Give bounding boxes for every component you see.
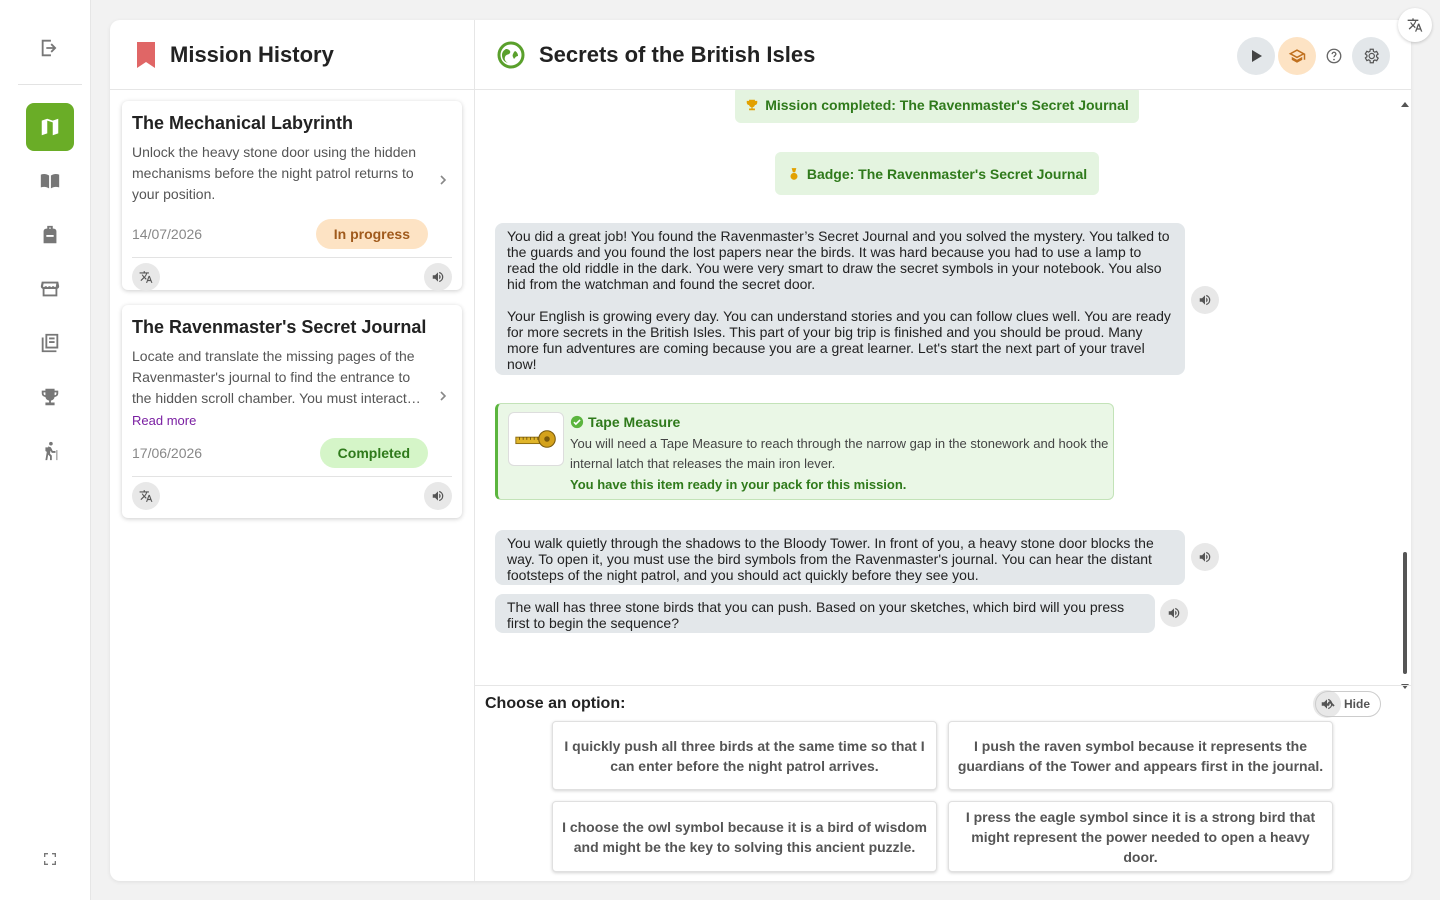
mission-history-panel bbox=[110, 20, 475, 881]
narration-text: You walk quietly through the shadows to the Bloody Tower. In front of you, a heavy stone door blocks the way. To open it, you must use the bird symbols from the Ravenmaster's journal. You can hear the distant footsteps of the night patrol, and you should act quickly before they see you. bbox=[507, 535, 1154, 583]
scrollbar-thumb[interactable] bbox=[1403, 552, 1407, 674]
hide-label: Hide bbox=[1343, 697, 1370, 711]
option-button[interactable]: I press the eagle symbol since it is a strong bird that might represent the power needed to open a heavy door. bbox=[948, 801, 1333, 872]
option-button[interactable]: I choose the owl symbol because it is a bird of wisdom and might be the key to solving this ancient puzzle. bbox=[552, 801, 937, 872]
option-button[interactable]: I quickly push all three birds at the same time so that I can enter before the night patrol arrives. bbox=[552, 721, 937, 790]
translate-icon bbox=[1407, 17, 1423, 33]
rail-item-library[interactable] bbox=[26, 319, 74, 367]
question-text: The wall has three stone birds that you can push. Based on your sketches, which bird will you press first to begin the sequence? bbox=[507, 599, 1125, 631]
badge-text: Badge: The Ravenmaster's Secret Journal bbox=[806, 165, 1088, 182]
speaker-icon bbox=[431, 489, 445, 503]
mission-history-header bbox=[110, 20, 474, 90]
help-icon bbox=[1325, 47, 1343, 65]
mission-card[interactable] bbox=[122, 305, 462, 518]
badge-banner bbox=[775, 152, 1099, 195]
rail-item-map[interactable] bbox=[26, 103, 74, 151]
trophy-icon bbox=[745, 98, 759, 112]
story-feed[interactable] bbox=[475, 90, 1411, 685]
gear-icon bbox=[1362, 47, 1380, 65]
tape-measure-icon bbox=[514, 428, 558, 450]
medal-icon bbox=[787, 167, 801, 181]
globe-icon bbox=[497, 41, 525, 69]
rail-item-store[interactable] bbox=[26, 265, 74, 313]
chevron-right-icon[interactable] bbox=[438, 172, 448, 182]
fullscreen-icon bbox=[42, 851, 58, 867]
feedback-paragraph: Your English is growing every day. You can understand stories and you can follow clues well. You are ready for more secrets in the British Isles. This part of your big trip is finished and you should be proud. Many more fun adventures are coming because you are a great learner. Let's start the next part of your travel now! bbox=[507, 308, 1171, 372]
main-panel bbox=[110, 20, 1411, 881]
mission-history-title: Mission History bbox=[170, 41, 334, 67]
mission-title: The Mechanical Labyrinth bbox=[132, 113, 354, 133]
rail-item-hiking[interactable] bbox=[26, 427, 74, 475]
scroll-down-arrow[interactable] bbox=[1401, 677, 1409, 683]
mission-description: Unlock the heavy stone door using the hidden mechanisms before the night patrol returns to your position. bbox=[132, 144, 417, 202]
play-icon bbox=[1247, 47, 1265, 65]
speaker-button[interactable] bbox=[1160, 599, 1188, 627]
logout-button[interactable] bbox=[26, 24, 74, 72]
graduation-cap-icon bbox=[1288, 47, 1306, 65]
mission-meta bbox=[132, 215, 452, 253]
rail-item-trophy[interactable] bbox=[26, 373, 74, 421]
speaker-icon bbox=[1167, 606, 1181, 620]
item-image bbox=[508, 412, 564, 466]
feedback-paragraph: You did a great job! You found the Ravenmaster’s Secret Journal and you solved the mystery. You talked to the guards and you found the lost papers near the birds. It was hard because you had to use a lamp to read the old riddle in the dark. You were very smart to draw the secret symbols in your notebook. You also hid from the watchman and found the secret door. bbox=[507, 228, 1170, 292]
feedback-message bbox=[495, 223, 1185, 375]
rail-item-backpack[interactable] bbox=[26, 211, 74, 259]
mission-title: The Ravenmaster's Secret Journal bbox=[132, 317, 427, 337]
mission-completed-text: Mission completed: The Ravenmaster's Secret Journal bbox=[765, 96, 1129, 113]
speaker-button[interactable] bbox=[1191, 286, 1219, 314]
store-icon bbox=[39, 278, 61, 300]
item-ready-note: You have this item ready in your pack for this mission. bbox=[570, 477, 907, 492]
hide-options-button[interactable] bbox=[1315, 691, 1381, 717]
chevron-up-icon bbox=[1324, 698, 1336, 710]
language-button[interactable] bbox=[1398, 8, 1432, 42]
map-icon bbox=[39, 116, 61, 138]
story-title: Secrets of the British Isles bbox=[539, 41, 816, 67]
story-panel bbox=[475, 20, 1411, 881]
hiking-icon bbox=[39, 440, 61, 462]
bookmark-icon bbox=[134, 42, 158, 68]
speaker-icon bbox=[1198, 550, 1212, 564]
rail-divider bbox=[18, 84, 82, 85]
speaker-icon bbox=[1198, 293, 1212, 307]
help-button[interactable] bbox=[1315, 37, 1353, 75]
nav-rail bbox=[0, 0, 91, 900]
options-header bbox=[475, 685, 1411, 721]
mission-date: 17/06/2026 bbox=[132, 445, 203, 461]
question-message bbox=[495, 594, 1155, 633]
status-badge: In progress bbox=[316, 219, 428, 249]
item-description: You will need a Tape Measure to reach through the narrow gap in the stonework and hook the internal latch that releases the main iron lever. bbox=[570, 436, 1109, 471]
play-button[interactable] bbox=[1237, 37, 1275, 75]
logout-icon bbox=[39, 37, 61, 59]
mission-actions bbox=[132, 257, 452, 295]
backpack-icon bbox=[39, 224, 61, 246]
settings-button[interactable] bbox=[1352, 37, 1390, 75]
read-more-link[interactable]: Read more bbox=[132, 413, 197, 428]
speaker-button[interactable] bbox=[424, 263, 452, 291]
mission-date: 14/07/2026 bbox=[132, 226, 203, 242]
chevron-right-icon[interactable] bbox=[438, 388, 448, 398]
mission-completed-banner bbox=[735, 90, 1139, 123]
trophy-icon bbox=[39, 386, 61, 408]
item-name bbox=[570, 414, 680, 430]
speaker-icon bbox=[431, 270, 445, 284]
speaker-button[interactable] bbox=[1191, 543, 1219, 571]
translate-button[interactable] bbox=[132, 263, 160, 291]
book-icon bbox=[39, 170, 61, 192]
narration-message bbox=[495, 530, 1185, 585]
translate-icon bbox=[139, 489, 153, 503]
mission-actions bbox=[132, 476, 452, 514]
library-icon bbox=[39, 332, 61, 354]
mission-description: Locate and translate the missing pages of the Ravenmaster's journal to find the entrance to the hidden scroll chamber. You must interact bbox=[132, 348, 415, 406]
translate-button[interactable] bbox=[132, 482, 160, 510]
learning-button[interactable] bbox=[1278, 37, 1316, 75]
status-badge: Completed bbox=[320, 438, 428, 468]
choose-option-label: Choose an option: bbox=[485, 694, 626, 712]
rail-item-book[interactable] bbox=[26, 157, 74, 205]
option-button[interactable]: I push the raven symbol because it represents the guardians of the Tower and appears first in the journal. bbox=[948, 721, 1333, 790]
scroll-up-arrow[interactable] bbox=[1401, 94, 1409, 100]
mission-meta bbox=[132, 434, 452, 472]
item-name-text: Tape Measure bbox=[588, 414, 681, 430]
speaker-button[interactable] bbox=[424, 482, 452, 510]
mission-card[interactable] bbox=[122, 101, 462, 290]
check-circle-icon bbox=[570, 415, 584, 429]
required-item-card bbox=[495, 403, 1114, 500]
fullscreen-button[interactable] bbox=[26, 835, 74, 883]
translate-icon bbox=[139, 270, 153, 284]
